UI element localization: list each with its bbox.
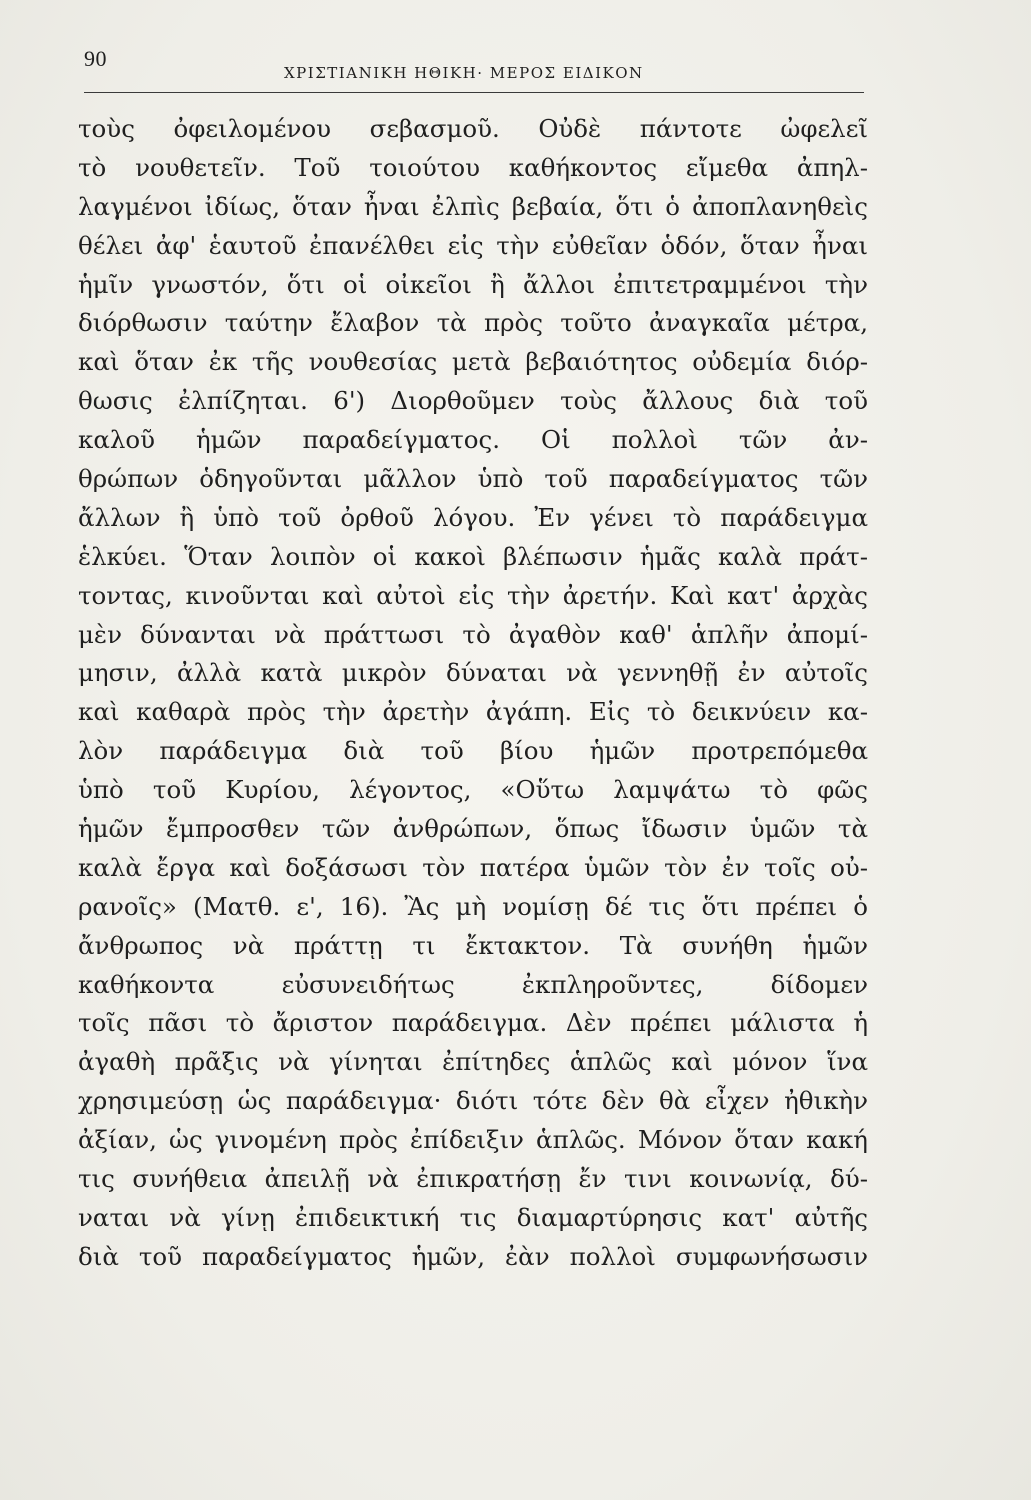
text-line: θρώπων ὁδηγοῦνται μᾶλλον ὑπὸ τοῦ παραδείγματος τῶν [78, 464, 868, 494]
text-line: χρησιμεύσῃ ὡς παράδειγμα· διότι τότε δὲν θὰ εἶχεν ἠθικὴν [78, 1086, 868, 1116]
text-line: ἑλκύει. Ὅταν λοιπὸν οἱ κακοὶ βλέπωσιν ἡμᾶς καλὰ πράτ- [78, 541, 868, 571]
text-line: ἄνθρωπος νὰ πράττῃ τι ἔκτακτον. Τὰ συνήθη ἡμῶν [78, 930, 868, 960]
text-line: ἄλλων ἢ ὑπὸ τοῦ ὀρθοῦ λόγου. Ἐν γένει τὸ παράδειγμα [78, 502, 868, 532]
page-number: 90 [84, 46, 107, 71]
text-line: καλὰ ἔργα καὶ δοξάσωσι τὸν πατέρα ὑμῶν τὸν ἐν τοῖς οὐ- [78, 852, 868, 882]
running-head: ΧΡΙΣΤΙΑΝΙΚΗ ΗΘΙΚΗ· ΜΕΡΟΣ ΕΙΔΙΚΟΝ [284, 64, 644, 82]
text-line: τοντας, κινοῦνται καὶ αὐτοὶ εἰς τὴν ἀρετήν. Καὶ κατ' ἀρχὰς [78, 580, 868, 610]
text-line: λαγμένοι ἰδίως, ὅταν ἦναι ἐλπὶς βεβαία, ὅτι ὁ ἀποπλανηθεὶς [78, 191, 868, 221]
text-line: τοῖς πᾶσι τὸ ἄριστον παράδειγμα. Δὲν πρέπει μάλιστα ἡ [78, 1008, 868, 1038]
text-line: θωσις ἐλπίζηται. 6') Διορθοῦμεν τοὺς ἄλλους διὰ τοῦ [78, 386, 868, 416]
text-line: ἡμῖν γνωστόν, ὅτι οἱ οἰκεῖοι ἢ ἄλλοι ἐπιτετραμμένοι τὴν [78, 269, 868, 299]
text-line: τοὺς ὀφειλομένου σεβασμοῦ. Οὐδὲ πάντοτε ὠφελεῖ [78, 114, 868, 143]
text-line: λὸν παράδειγμα διὰ τοῦ βίου ἡμῶν προτρεπόμεθα [78, 736, 868, 766]
text-line: ναται νὰ γίνῃ ἐπιδεικτική τις διαμαρτύρησις κατ' αὐτῆς [78, 1202, 868, 1232]
text-line: καλοῦ ἡμῶν παραδείγματος. Οἱ πολλοὶ τῶν ἀν- [78, 425, 868, 455]
text-line: καὶ καθαρὰ πρὸς τὴν ἀρετὴν ἀγάπη. Εἰς τὸ δεικνύειν κα- [78, 697, 868, 727]
text-line: μησιν, ἀλλὰ κατὰ μικρὸν δύναται νὰ γεννηθῇ ἐν αὐτοῖς [78, 658, 868, 688]
body-text [78, 110, 868, 1277]
text-line: μὲν δύνανται νὰ πράττωσι τὸ ἀγαθὸν καθ' ἁπλῆν ἀπομί- [78, 619, 868, 649]
text-line: καὶ ὅταν ἐκ τῆς νουθεσίας μετὰ βεβαιότητος οὐδεμία διόρ- [78, 347, 868, 377]
text-line: τις συνήθεια ἀπειλῇ νὰ ἐπικρατήσῃ ἔν τινι κοινωνίᾳ, δύ- [78, 1164, 868, 1194]
header-rule [84, 92, 864, 93]
text-line: ἡμῶν ἔμπροσθεν τῶν ἀνθρώπων, ὅπως ἴδωσιν ὑμῶν τὰ [78, 814, 868, 844]
text-line: καθήκοντα εὐσυνειδήτως ἐκπληροῦντες, δίδομεν [78, 969, 868, 999]
text-line: ἀξίαν, ὡς γινομένη πρὸς ἐπίδειξιν ἁπλῶς. Μόνον ὅταν κακή [78, 1125, 868, 1155]
page-header [84, 42, 864, 90]
text-line: ρανοῖς» (Ματθ. ε', 16). Ἂς μὴ νομίσῃ δέ τις ὅτι πρέπει ὁ [78, 891, 868, 921]
text-line: θέλει ἀφ' ἑαυτοῦ ἐπανέλθει εἰς τὴν εὐθεῖαν ὁδόν, ὅταν ἦναι [78, 230, 868, 260]
text-line: τὸ νουθετεῖν. Τοῦ τοιούτου καθήκοντος εἴμεθα ἀπηλ- [78, 152, 868, 182]
text-line: ὑπὸ τοῦ Κυρίου, λέγοντος, «Οὕτω λαμψάτω τὸ φῶς [78, 775, 868, 805]
text-line: ἀγαθὴ πρᾶξις νὰ γίνηται ἐπίτηδες ἁπλῶς καὶ μόνον ἵνα [78, 1047, 868, 1077]
text-line: διόρθωσιν ταύτην ἔλαβον τὰ πρὸς τοῦτο ἀναγκαῖα μέτρα, [78, 308, 868, 338]
text-line: διὰ τοῦ παραδείγματος ἡμῶν, ἐὰν πολλοὶ συμφωνήσωσιν [78, 1241, 868, 1271]
